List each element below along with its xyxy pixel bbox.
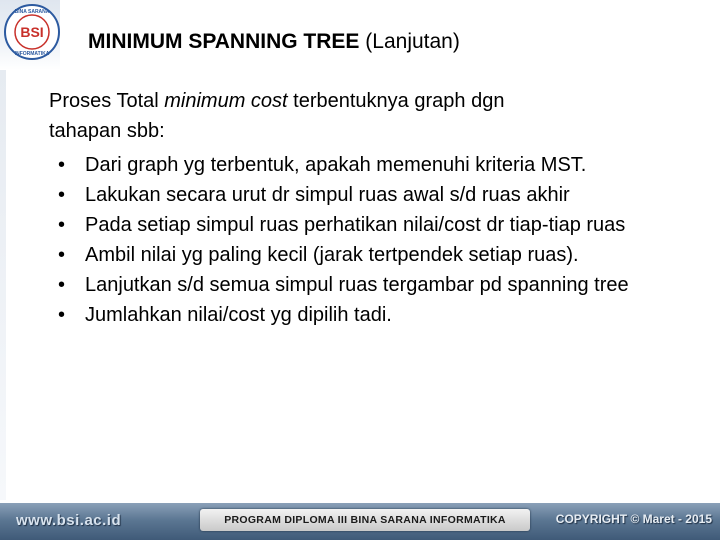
logo-center-text: BSI: [20, 24, 44, 40]
bullet-text: Lakukan secara urut dr simpul ruas awal s/d ruas akhir: [85, 184, 570, 206]
list-item: [49, 184, 709, 206]
bullet-marker: •: [58, 214, 66, 236]
content-body: [49, 86, 709, 326]
intro-suffix: terbentuknya graph dgn: [287, 90, 505, 112]
bullet-list: [49, 154, 709, 326]
footer-url: www.bsi.ac.id: [16, 512, 122, 529]
page-title: [88, 30, 688, 54]
intro-line-1: [49, 86, 709, 116]
bullet-text: Lanjutkan s/d semua simpul ruas tergambar pd spanning tree: [85, 274, 629, 296]
bullet-marker: •: [58, 274, 66, 296]
bullet-text: Pada setiap simpul ruas perhatikan nilai/cost dr tiap-tiap ruas: [85, 214, 626, 236]
title-sub: (Lanjutan): [365, 30, 460, 53]
bullet-marker: •: [58, 304, 66, 326]
list-item: [49, 244, 709, 266]
footer-copyright: COPYRIGHT © Maret - 2015: [555, 512, 712, 526]
bullet-marker: •: [58, 184, 66, 206]
intro-prefix: Proses Total: [49, 90, 165, 112]
bullet-text: Dari graph yg terbentuk, apakah memenuhi kriteria MST.: [85, 154, 587, 176]
bullet-text: Jumlahkan nilai/cost yg dipilih tadi.: [85, 304, 392, 326]
intro-line-2: tahapan sbb:: [49, 120, 165, 142]
bullet-text: Ambil nilai yg paling kecil (jarak tertpendek setiap ruas).: [85, 244, 579, 266]
list-item: [49, 154, 709, 176]
list-item: [49, 274, 709, 296]
bullet-marker: •: [58, 244, 66, 266]
list-item: [49, 304, 709, 326]
logo-bottom-text: INFORMATIKA: [14, 51, 50, 57]
footer-program-label: PROGRAM DIPLOMA III BINA SARANA INFORMATIKA: [200, 509, 530, 531]
list-item: [49, 214, 709, 236]
intro-emphasis: minimum cost: [164, 90, 288, 112]
left-decorative-band: [0, 70, 6, 500]
footer-band: [0, 503, 720, 540]
bsi-logo-icon: [3, 3, 61, 61]
title-main: MINIMUM SPANNING TREE: [88, 30, 360, 53]
bullet-marker: •: [58, 154, 66, 176]
logo-top-text: BINA SARANA: [14, 9, 50, 15]
